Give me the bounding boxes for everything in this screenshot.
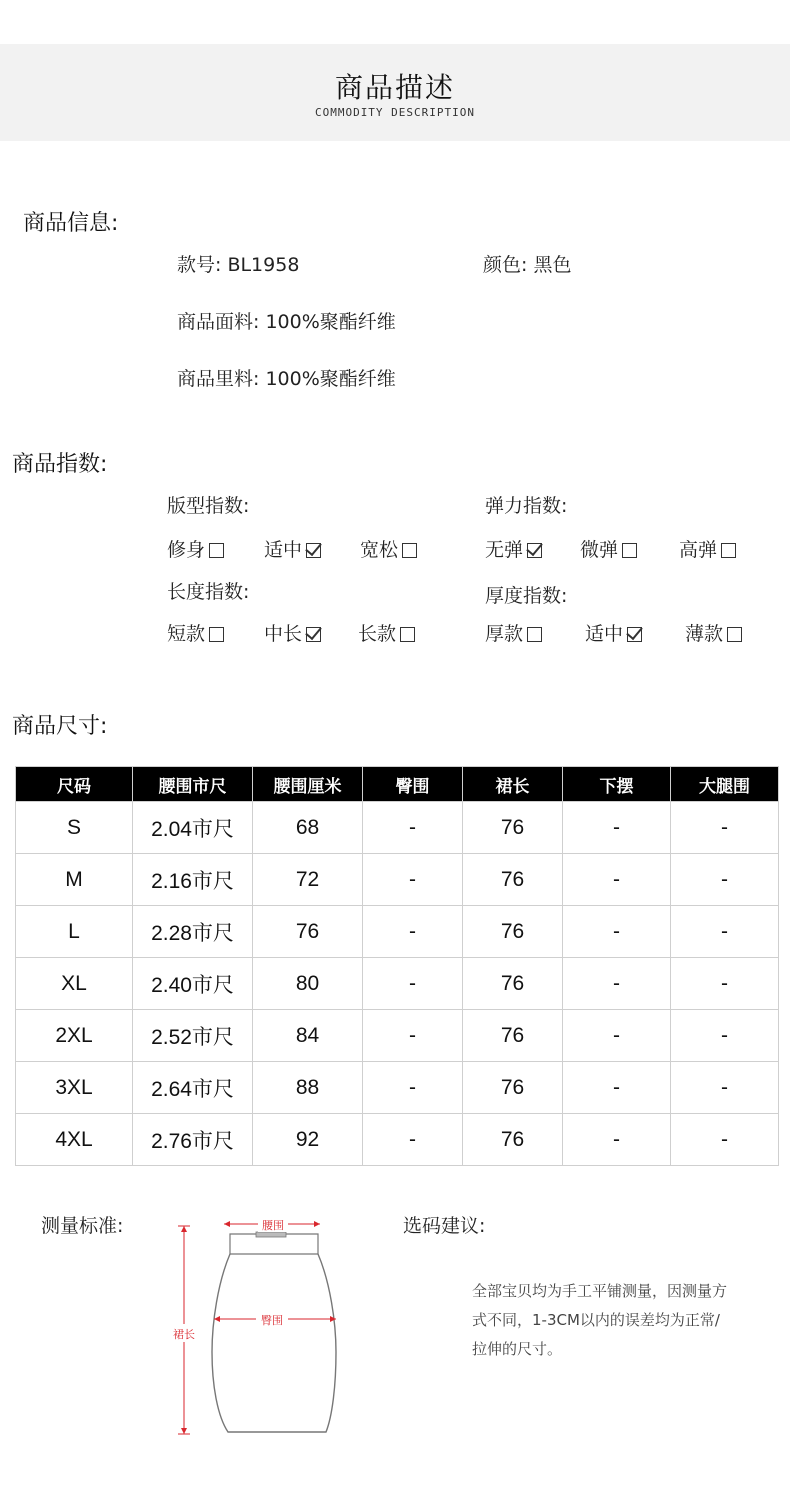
length-label: 裙长: [173, 1328, 195, 1341]
table-cell: 84: [253, 1010, 363, 1062]
table-cell: -: [563, 1114, 671, 1166]
table-cell: XL: [16, 958, 133, 1010]
size-heading: 商品尺寸:: [12, 714, 108, 739]
table-cell: -: [363, 854, 463, 906]
table-cell: 4XL: [16, 1114, 133, 1166]
info-heading: 商品信息:: [23, 211, 119, 236]
thickness-index-label: 厚度指数:: [485, 585, 568, 607]
table-cell: 2.64市尺: [133, 1062, 253, 1114]
table-cell: L: [16, 906, 133, 958]
page-subtitle: COMMODITY DESCRIPTION: [314, 106, 476, 119]
table-cell: -: [671, 958, 779, 1010]
table-cell: 76: [463, 1010, 563, 1062]
table-cell: -: [671, 854, 779, 906]
table-cell: 72: [253, 854, 363, 906]
table-cell: -: [363, 906, 463, 958]
advice-line: 全部宝贝均为手工平铺测量，因测量方: [472, 1282, 728, 1300]
column-header: 大腿围: [671, 767, 779, 802]
table-cell: S: [16, 802, 133, 854]
table-cell: -: [363, 958, 463, 1010]
skirt-diagram: [160, 1212, 350, 1442]
advice-text: [472, 1277, 772, 1364]
fit-index-label: 版型指数:: [167, 495, 250, 517]
table-cell: -: [563, 1062, 671, 1114]
table-row: [16, 958, 779, 1010]
fabric-value: 商品面料: 100%聚酯纤维: [177, 311, 396, 333]
table-row: [16, 1114, 779, 1166]
table-cell: 2.40市尺: [133, 958, 253, 1010]
table-cell: 76: [463, 958, 563, 1010]
checkbox-icon: [400, 627, 415, 642]
table-cell: -: [363, 802, 463, 854]
table-cell: 2XL: [16, 1010, 133, 1062]
table-cell: 2.52市尺: [133, 1010, 253, 1062]
table-cell: -: [363, 1114, 463, 1166]
table-cell: 80: [253, 958, 363, 1010]
checked-checkbox-icon: [306, 627, 321, 642]
lining-value: 商品里料: 100%聚酯纤维: [177, 368, 396, 390]
table-cell: 3XL: [16, 1062, 133, 1114]
checked-checkbox-icon: [627, 627, 642, 642]
fit-option-1: 修身: [167, 535, 224, 562]
table-row: [16, 906, 779, 958]
table-cell: -: [563, 958, 671, 1010]
table-cell: -: [563, 854, 671, 906]
table-row: [16, 854, 779, 906]
table-cell: -: [671, 802, 779, 854]
table-cell: -: [363, 1062, 463, 1114]
table-cell: -: [671, 906, 779, 958]
column-header: 裙长: [463, 767, 563, 802]
table-cell: 76: [463, 1114, 563, 1166]
column-header: 臀围: [363, 767, 463, 802]
table-cell: -: [563, 1010, 671, 1062]
checked-checkbox-icon: [306, 543, 321, 558]
length-option-1: 短款: [167, 619, 224, 646]
table-cell: 2.76市尺: [133, 1114, 253, 1166]
table-cell: -: [563, 906, 671, 958]
hip-label: 臀围: [261, 1314, 283, 1327]
table-cell: 76: [463, 854, 563, 906]
style-number: 款号: BL1958: [177, 254, 300, 276]
checkbox-icon: [209, 543, 224, 558]
page-title: 商品描述: [334, 71, 455, 104]
table-cell: -: [671, 1010, 779, 1062]
checkbox-icon: [402, 543, 417, 558]
table-row: [16, 802, 779, 854]
fit-option-3: 宽松: [360, 535, 417, 562]
table-cell: 76: [463, 802, 563, 854]
table-row: [16, 1062, 779, 1114]
elastic-option-3: 高弹: [679, 535, 736, 562]
thickness-option-1: 厚款: [485, 619, 542, 646]
column-header: 腰围厘米: [253, 767, 363, 802]
column-header: 腰围市尺: [133, 767, 253, 802]
elastic-index-label: 弹力指数:: [485, 495, 568, 517]
table-cell: 92: [253, 1114, 363, 1166]
measure-heading: 测量标准:: [41, 1215, 124, 1237]
fit-option-2: 适中: [264, 535, 321, 562]
table-cell: -: [563, 802, 671, 854]
table-cell: 2.16市尺: [133, 854, 253, 906]
table-row: [16, 1010, 779, 1062]
table-cell: 88: [253, 1062, 363, 1114]
elastic-option-2: 微弹: [580, 535, 637, 562]
table-cell: 76: [463, 906, 563, 958]
color-value: 颜色: 黑色: [483, 254, 572, 276]
checked-checkbox-icon: [527, 543, 542, 558]
column-header: 尺码: [16, 767, 133, 802]
thickness-option-3: 薄款: [685, 619, 742, 646]
checkbox-icon: [209, 627, 224, 642]
thickness-option-2: 适中: [585, 619, 642, 646]
advice-line: 式不同，1-3CM以内的误差均为正常/: [472, 1311, 720, 1329]
length-index-label: 长度指数:: [167, 581, 250, 603]
checkbox-icon: [727, 627, 742, 642]
table-cell: 76: [463, 1062, 563, 1114]
table-cell: -: [363, 1010, 463, 1062]
advice-heading: 选码建议:: [403, 1215, 486, 1237]
table-cell: -: [671, 1062, 779, 1114]
checkbox-icon: [622, 543, 637, 558]
size-table: [15, 766, 779, 1166]
index-heading: 商品指数:: [12, 452, 108, 477]
table-header-row: [16, 767, 779, 802]
column-header: 下摆: [563, 767, 671, 802]
length-option-2: 中长: [264, 619, 321, 646]
elastic-option-1: 无弹: [485, 535, 542, 562]
table-cell: 2.04市尺: [133, 802, 253, 854]
table-cell: 2.28市尺: [133, 906, 253, 958]
checkbox-icon: [721, 543, 736, 558]
table-cell: -: [671, 1114, 779, 1166]
waist-label: 腰围: [262, 1219, 284, 1232]
advice-line: 拉伸的尺寸。: [472, 1340, 563, 1358]
table-cell: 76: [253, 906, 363, 958]
table-cell: M: [16, 854, 133, 906]
checkbox-icon: [527, 627, 542, 642]
table-cell: 68: [253, 802, 363, 854]
length-option-3: 长款: [358, 619, 415, 646]
